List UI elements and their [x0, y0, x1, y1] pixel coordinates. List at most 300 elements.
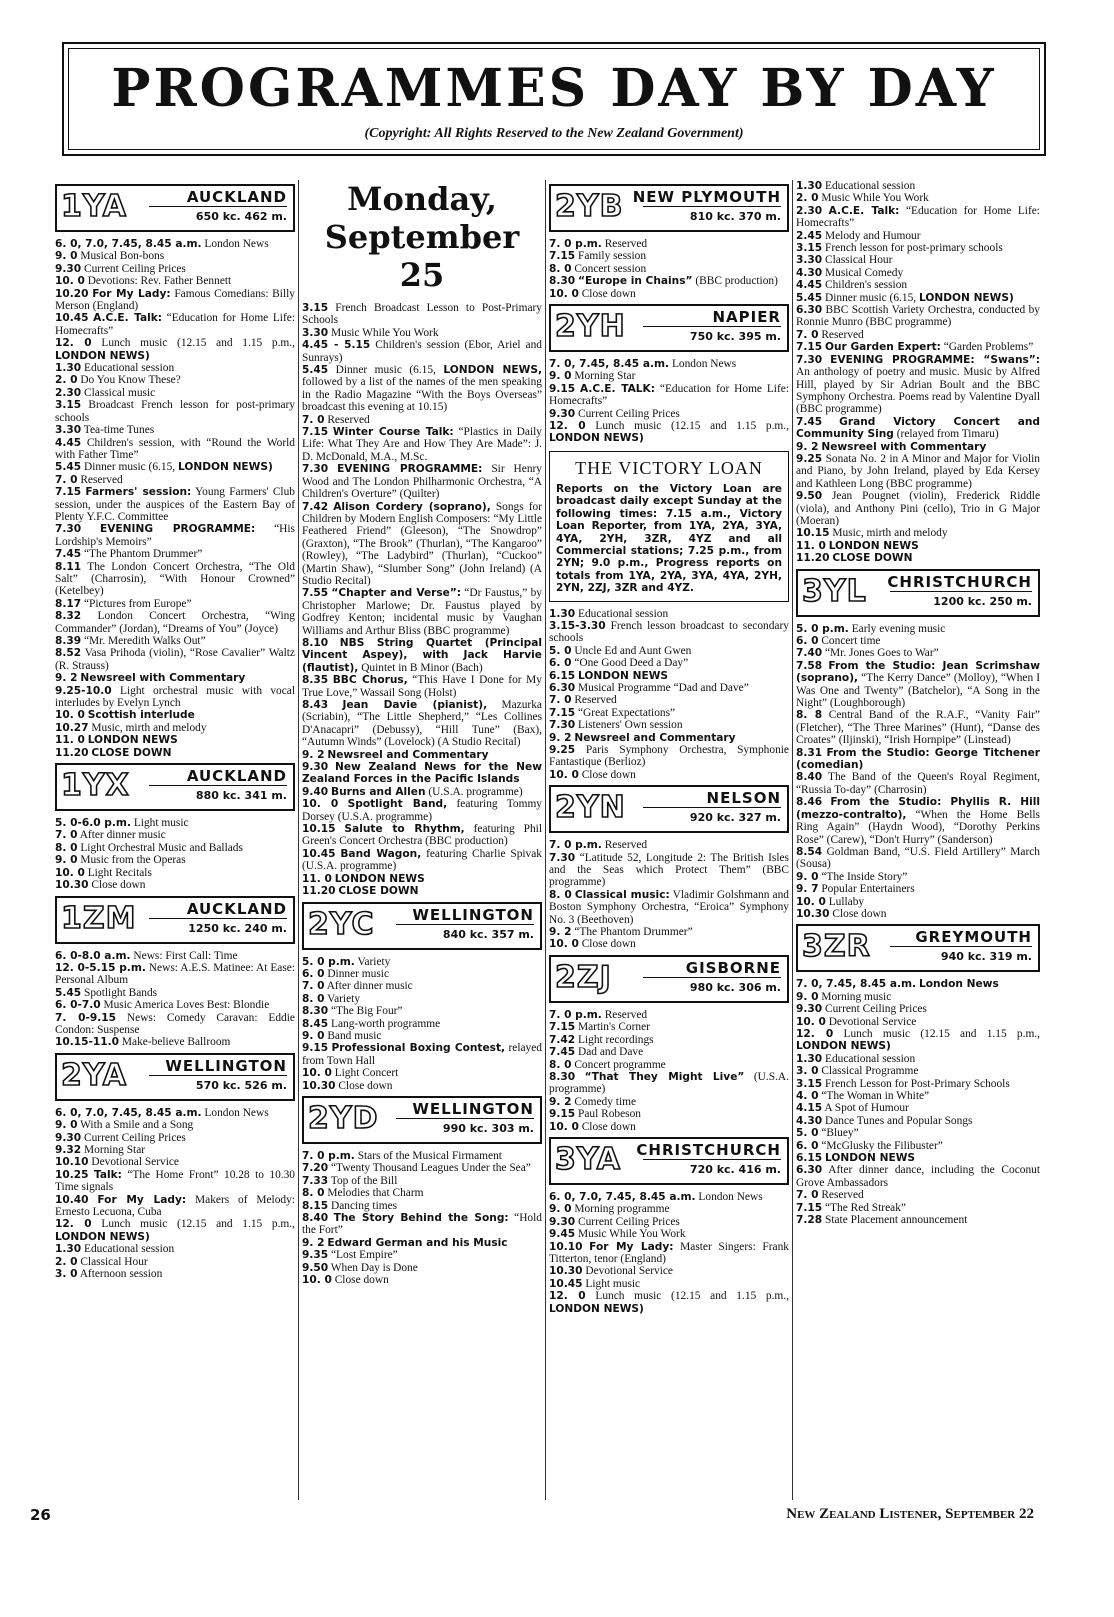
entry-text: Light orchestral music with vocal interludes by Evelyn Lynch [55, 684, 295, 710]
station-callsign: 2ZJ [555, 959, 612, 995]
entry-time: 5. 0 p.m. [796, 622, 849, 635]
entry-text: “Garden Problems” [943, 341, 1034, 354]
programme-entry [55, 337, 295, 362]
entry-time: 6.30 [549, 681, 576, 694]
station-frequency: 750 kc. 395 m. [689, 330, 781, 344]
entry-text: Goldman Band, “U.S. Field Artillery” March (Sousa) [796, 845, 1040, 871]
entry-time: 9.30 [796, 1003, 823, 1016]
entry-time: 6.15 [549, 669, 576, 682]
entry-time: 9. 0 [55, 854, 78, 867]
station-city: NELSON [706, 789, 781, 808]
entry-text: Current Ceiling Prices [84, 262, 186, 275]
entry-bold: From the Studio: Jean Scrimshaw (soprano), [796, 659, 1040, 685]
programme-entry [549, 732, 789, 744]
programme-entry [549, 657, 789, 669]
entry-time: 9. 0 [302, 1029, 325, 1042]
entry-text: “One Good Deed a Day” [574, 657, 689, 670]
entry-text: Mazurka (Scriabin), “The Little Shepherd,” “Les Collines D'Anacapri” (Debussy), “Hill Tune” (Bax), “Autumn Winds” (Lovelock) (A Studio Recital) [302, 699, 542, 749]
programme-entry [302, 1187, 542, 1199]
programme-entry [302, 968, 542, 980]
entry-bold: From the Studio: Phyllis R. Hill (mezzo-contralto), [796, 796, 1040, 821]
entry-text: Devotional Service [585, 1265, 673, 1278]
entry-time: 7.28 [796, 1214, 823, 1227]
programme-entry [796, 279, 1040, 291]
entry-text: “The Home Front” 10.28 to 10.30 Time signals [55, 1168, 295, 1194]
entry-text: Do You Know These? [80, 374, 181, 387]
entry-time: 7.15 [55, 486, 82, 499]
column-2 [302, 180, 542, 1286]
programme-entry [796, 871, 1040, 883]
entry-text: Uncle Ed and Aunt Gwen [574, 644, 692, 657]
entry-time: 9.30 [302, 761, 329, 774]
programme-entry [796, 1164, 1040, 1189]
entry-time: 9. 7 [796, 883, 819, 896]
entry-text: Reserved [80, 473, 123, 486]
programme-entry [302, 993, 542, 1005]
copyright-notice: (Copyright: All Rights Reserved to the New Zealand Government) [364, 126, 744, 141]
entry-time: 8.35 [302, 674, 329, 687]
programme-entry [302, 823, 542, 848]
entry-bold: Spotlight Band, [347, 798, 448, 811]
programme-entry [549, 238, 789, 250]
entry-time: 10. 0 [549, 768, 579, 781]
entry-time: 1.30 [796, 180, 823, 192]
entry-time: 7.15 [549, 250, 576, 263]
entry-text: Sonata No. 2 in A Minor and Major for Violin and Piano, by John Ireland, played by Eda Kersey and Kathleen Long (BBC programme) [796, 452, 1040, 490]
entry-time: 2. 0 [55, 374, 78, 387]
entry-text: Listeners' Own session [578, 719, 683, 732]
entry-time: 7. 0 p.m. [549, 238, 602, 250]
entry-time: 7.55 [302, 587, 329, 600]
programme-entry [302, 786, 542, 798]
entry-text: Lunch music (12.15 and 1.15 p.m., [595, 420, 789, 433]
entry-time: 9.25 [796, 452, 823, 465]
entry-time: 8. 0 [302, 1187, 325, 1200]
column-3 [549, 180, 789, 1315]
entry-time: 9.25 [549, 744, 576, 756]
entry-time: 10.45 [55, 312, 89, 325]
entry-text: French lesson for post-primary schools [825, 242, 1003, 255]
entry-time: 10. 0 [302, 1067, 332, 1080]
entry-text: Music While You Work [821, 192, 929, 205]
programme-entry [55, 362, 295, 374]
entry-bold: LONDON NEWS) [177, 461, 273, 474]
entry-time: 3.30 [55, 424, 82, 437]
entry-text: Music America Loves Best: Blondie [103, 999, 270, 1012]
programme-entry [796, 1152, 1040, 1164]
programme-entry [796, 747, 1040, 772]
entry-text: Children's session (Ebor, Ariel and Sunrays) [302, 339, 542, 364]
programme-entry [55, 312, 295, 337]
programme-entry [302, 302, 542, 327]
entry-time: 10. 0 [549, 938, 579, 951]
programme-entry [796, 991, 1040, 1003]
entry-text: A Spot of Humour [824, 1102, 909, 1115]
programme-entry [302, 414, 542, 426]
entry-time: 7.15 [796, 1201, 823, 1214]
entry-bold: A.C.E. Talk: [828, 204, 900, 217]
entry-time: 4.45 [796, 279, 823, 292]
entry-text: Musical Comedy [825, 266, 904, 279]
programme-entry [302, 1030, 542, 1042]
station-header [549, 304, 789, 352]
station-header [796, 569, 1040, 617]
entry-text: “Dr Faustus,” by Christopher Marlowe; Dr. Faustus played by Godfrey Kenton; incidental music by Vaughan Williams and Arthur Bliss (BBC programme) [302, 587, 542, 637]
programme-entry [796, 453, 1040, 490]
entry-bold: Classical music: [574, 888, 670, 901]
programme-entry [549, 707, 789, 719]
programme-entry [796, 709, 1040, 746]
entry-text: BBC Scottish Variety Orchestra, conducted by Ronnie Munro (BBC programme) [796, 304, 1040, 329]
entry-text: featuring Charlie Spivak (U.S.A. programme) [302, 847, 542, 873]
programme-entry [55, 1119, 295, 1131]
entry-text: Early evening music [851, 622, 946, 635]
entry-time: 10.40 [55, 1193, 89, 1206]
programme-entry [549, 926, 789, 938]
programme-entry [549, 694, 789, 706]
entry-time: 8.54 [796, 845, 823, 858]
entry-text: Family session [578, 250, 647, 263]
entry-text: Devotional Service [828, 1015, 917, 1028]
entry-bold: Burns and Allen [331, 785, 426, 798]
station-header [55, 763, 295, 811]
entry-time: 6. 0 [796, 635, 819, 647]
programme-entry [549, 1203, 789, 1215]
entry-text: Melody and Humour [825, 229, 921, 242]
programme-entry [796, 1003, 1040, 1015]
entry-text: featuring Phil Green's Concert Orchestra (BBC production) [302, 823, 542, 848]
programme-entry [796, 292, 1040, 304]
entry-text: Light Concert [334, 1067, 399, 1080]
column-1 [55, 180, 295, 1280]
programme-entry [549, 1046, 789, 1058]
station-frequency: 810 kc. 370 m. [689, 210, 781, 223]
entry-text: Lunch music (12.15 and 1.15 p.m., [843, 1027, 1041, 1040]
entry-text: Close down [832, 907, 887, 920]
entry-time: 10.15 [302, 823, 336, 836]
entry-time: 11. 0 [796, 539, 826, 552]
entry-text: Educational session [84, 362, 175, 375]
entry-time: 10.10 [55, 1156, 89, 1169]
programme-entry [302, 674, 542, 699]
entry-time: 7.42 [302, 500, 329, 513]
station-header [549, 1137, 789, 1185]
programme-entry [549, 1009, 789, 1021]
entry-text: Lunch music (12.15 and 1.15 p.m., [595, 1290, 789, 1303]
entry-text: Lunch music (12.15 and 1.15 p.m., [101, 1218, 295, 1231]
entry-text: Spotlight Bands [84, 986, 158, 999]
programme-entry [796, 329, 1040, 341]
programme-entry [549, 1265, 789, 1277]
programme-entry [549, 370, 789, 382]
entry-time: 6. 0-8.0 a.m. [55, 949, 131, 962]
programme-entry [302, 1150, 542, 1162]
entry-text: Reserved [821, 1189, 864, 1202]
entry-text: Educational session [825, 1052, 916, 1065]
entry-text: The London Concert Orchestra, “The Old Salt” (Charrosin), “With Honour Crowned” (Ketelbey) [55, 560, 295, 598]
programme-entry [55, 867, 295, 879]
programme-entry [302, 1067, 542, 1079]
programme-entry [55, 598, 295, 610]
programme-entry [549, 1108, 789, 1120]
programme-entry [302, 1080, 542, 1092]
programme-entry [796, 1140, 1040, 1152]
entry-time: 9.30 [55, 1131, 82, 1144]
entry-time: 7.45 [549, 1046, 576, 1059]
programme-entry [55, 561, 295, 598]
programme-entry [549, 420, 789, 445]
entry-time: 1.30 [549, 607, 576, 620]
entry-time: 7.40 [796, 647, 823, 660]
entry-time: 8.43 [302, 699, 329, 711]
station-header [549, 785, 789, 833]
station-city: AUCKLAND [186, 899, 287, 918]
programme-entry [796, 1053, 1040, 1065]
entry-text: Lullaby [828, 895, 865, 908]
programme-entry [796, 1090, 1040, 1102]
entry-time: 12. 0 [796, 1027, 834, 1040]
programme-entry [55, 962, 295, 987]
programme-entry [796, 635, 1040, 647]
programme-entry [796, 647, 1040, 659]
programme-entry [549, 1059, 789, 1071]
station-city: WELLINGTON [412, 905, 534, 924]
entry-time: 7. 0, 7.45, 8.45 a.m. [549, 358, 670, 371]
programme-entry [796, 552, 1040, 564]
entry-text: “Plastics in Daily Life: What They Are and How They Are Made”: J. D. McDonald, M.A., M.Sc. [302, 426, 542, 463]
programme-entry [549, 263, 789, 275]
publication-footer: New Zealand Listener, September 22 [786, 1506, 1034, 1522]
programme-entry [55, 486, 295, 523]
entry-time: 8.10 [302, 636, 329, 649]
entry-time: 3.30 [796, 254, 823, 267]
entry-bold: For My Lady: [589, 1240, 674, 1253]
station-rule [890, 591, 1032, 592]
entry-text: “The Inside Story” [821, 870, 908, 883]
programme-entry [55, 461, 295, 473]
programme-entry [302, 1175, 542, 1187]
station-frequency: 570 kc. 526 m. [195, 1078, 287, 1092]
victory-loan-box [549, 451, 789, 602]
entry-time: 9.15 [549, 1108, 576, 1121]
entry-text: Dad and Dave [578, 1046, 644, 1059]
entry-text: “Education for Home Life: Homecrafts” [55, 312, 295, 337]
station-callsign: 1YA [61, 189, 127, 224]
entry-text: Dinner music (6.15, [335, 364, 436, 377]
entry-time: 8. 0 [549, 262, 572, 275]
entry-time: 10.27 [55, 721, 89, 734]
entry-text: Musical Programme “Dad and Dave” [578, 681, 749, 694]
station-callsign: 1YX [61, 768, 130, 804]
entry-time: 10.25 [55, 1168, 89, 1181]
programme-entry [302, 1212, 542, 1237]
entry-bold: “Chapter and Verse”: [331, 587, 462, 600]
entry-time: 9.15 [302, 1042, 329, 1055]
entry-bold: A.C.E. TALK: [580, 382, 656, 395]
programme-entry [302, 364, 542, 414]
entry-time: 11. 0 [302, 872, 332, 885]
entry-text: Educational session [578, 607, 669, 620]
programme-entry [55, 999, 295, 1011]
entry-time: 9. 2 [302, 1236, 325, 1249]
entry-text: “Bluey” [821, 1127, 859, 1140]
entry-time: 4. 0 [796, 1090, 819, 1102]
programme-entry [302, 980, 542, 992]
programme-entry [549, 1191, 789, 1203]
programme-entry [796, 1078, 1040, 1090]
page-number: 26 [30, 1506, 51, 1524]
entry-time: 9. 2 [55, 672, 78, 685]
programme-entry [796, 1028, 1040, 1053]
masthead [62, 42, 1046, 156]
entry-text: Current Ceiling Prices [578, 407, 680, 420]
station-city: GISBORNE [685, 958, 781, 977]
entry-time: 8. 0 [549, 888, 572, 901]
entry-text: Paris Symphony Orchestra, Symphonie Fantastique (Berlioz) [549, 744, 789, 769]
entry-text: Comedy time [574, 1095, 637, 1108]
entry-text: “Lost Empire” [331, 1249, 398, 1262]
programme-entry [796, 1115, 1040, 1127]
entry-time: 9. 2 [796, 440, 819, 453]
entry-time: 7. 0 [55, 473, 78, 486]
programme-entry [549, 719, 789, 731]
programme-entry [796, 896, 1040, 908]
entry-text: “The Big Four” [331, 1005, 403, 1018]
entry-text: An anthology of poetry and music. Music by Alfred Hill, played by Sir Adrian Boult and the BBC Symphony Orchestra. Poems read by Valentine Dyall (BBC programme) [796, 366, 1040, 416]
entry-time: 7.58 [796, 659, 823, 672]
entry-time: 7.30 [796, 353, 823, 366]
entry-time: 12. 0 [549, 1290, 586, 1303]
entry-time: 7.15 [549, 706, 576, 719]
station-rule [149, 918, 287, 919]
entry-text: “Pictures from Europe” [84, 597, 192, 610]
entry-text: Music, mirth and melody [832, 527, 948, 540]
programme-entry [796, 180, 1040, 192]
entry-time: 8.30 [549, 1070, 576, 1083]
entry-time: 9.32 [55, 1143, 82, 1156]
programme-entry [55, 1256, 295, 1268]
entry-time: 8.45 [302, 1017, 329, 1030]
programme-entry [796, 846, 1040, 871]
programme-entry [549, 275, 789, 287]
entry-text: Concert time [821, 635, 881, 647]
entry-bold: LONDON NEWS) [55, 349, 150, 362]
entry-bold: Winter Course Talk: [332, 426, 454, 439]
entry-time: 11. 0 [55, 734, 85, 747]
entry-time: 5.45 [55, 461, 82, 474]
entry-text: Band music [327, 1029, 382, 1042]
entry-text: French Lesson for Post-Primary Schools [825, 1077, 1010, 1090]
entry-text: “Hold the Fort” [302, 1212, 542, 1237]
entry-bold: Scottish interlude [87, 709, 195, 722]
entry-time: 11.20 [796, 552, 830, 565]
entry-text: Educational session [825, 180, 916, 192]
programme-entry [549, 769, 789, 781]
entry-bold: CLOSE DOWN [91, 746, 172, 759]
programme-entry [55, 275, 295, 287]
entry-bold: Salute to Rhythm, [344, 823, 465, 836]
entry-time: 7.33 [302, 1174, 329, 1187]
programme-entry [302, 1018, 542, 1030]
entry-bold: For My Lady: [97, 1193, 187, 1206]
entry-time: 10. 0 [302, 1274, 332, 1287]
entry-text: Close down [581, 287, 636, 300]
entry-text: Broadcast French lesson for post-primary schools [55, 399, 295, 424]
entry-time: 9. 0 [549, 1203, 572, 1216]
entry-text: Quintet in B Minor (Bach) [361, 661, 483, 674]
programme-entry [55, 474, 295, 486]
entry-time: 10. 0 [55, 866, 85, 879]
programme-entry [549, 1290, 789, 1315]
programme-entry [55, 842, 295, 854]
entry-text: (U.S.A. programme) [549, 1070, 789, 1096]
entry-bold: LONDON NEWS, [443, 364, 542, 377]
programme-entry [796, 908, 1040, 920]
station-rule [149, 1075, 287, 1076]
entry-text: Morning music [821, 990, 892, 1003]
entry-bold: Alison Cordery (soprano), [333, 500, 491, 513]
entry-time: 5.45 [796, 291, 823, 304]
entry-text: Top of the Bill [330, 1174, 398, 1187]
entry-text: Classical Programme [821, 1065, 919, 1078]
entry-text: French lesson broadcast to secondary schools [549, 619, 789, 645]
entry-time: 8.30 [549, 275, 576, 288]
entry-time: 9. 0 [549, 370, 572, 383]
programme-entry [55, 1218, 295, 1243]
programme-entry [302, 1042, 542, 1067]
entry-text: After dinner dance, including the Coconut Grove Ambassadors [796, 1164, 1040, 1189]
programme-entry [549, 1034, 789, 1046]
programme-entry [55, 672, 295, 684]
entry-time: 3.15 [796, 1077, 823, 1090]
programme-entry [549, 889, 789, 926]
entry-time: 8.40 [302, 1212, 329, 1224]
entry-time: 7.42 [549, 1033, 576, 1046]
entry-time: 10. 0 [549, 1120, 579, 1133]
programme-entry [549, 608, 789, 620]
station-header [55, 896, 295, 944]
entry-text: Jean Pougnet (violin), Frederick Riddle (viola), and Anthony Pini (cello), Trio in G Major (Moeran) [796, 490, 1040, 527]
entry-text: “The Phantom Drummer” [574, 926, 693, 939]
programme-entry [302, 339, 542, 364]
entry-text: Paul Robeson [578, 1108, 641, 1121]
programme-entry [55, 437, 295, 462]
programme-entry [549, 1071, 789, 1096]
entry-time: 6.30 [796, 304, 823, 317]
entry-time: 8. 0 [302, 992, 325, 1005]
programme-entry [549, 1021, 789, 1033]
station-city: AUCKLAND [186, 188, 287, 206]
entry-time: 5.45 [302, 364, 329, 377]
entry-time: 10.30 [549, 1265, 583, 1278]
programme-entry [796, 1202, 1040, 1214]
entry-text: Children's session [825, 279, 908, 292]
entry-time: 10.45 [302, 847, 336, 860]
entry-time: 5. 0 p.m. [302, 955, 355, 968]
programme-entry [549, 682, 789, 694]
entry-time: 10.30 [302, 1079, 336, 1092]
box-body: Reports on the Victory Loan are broadcast daily except Sunday at the following times: 7.15 a.m., Victory Loan Reporter, from 1YA, 2YA, 3YA, 4YA, 2YH, 3ZR, 4YZ and all Commercial stations; 7.25 p.m., from 2YN; 9.0 p.m., Progress reports on totals from 1YA, 2YA, 3YA, 4YA, 2YH, 2YN, 2ZJ, 3ZR and 4YZ. [556, 482, 782, 595]
station-frequency: 990 kc. 303 m. [442, 1121, 534, 1135]
entry-time: 7. 0 p.m. [302, 1149, 355, 1162]
entry-time: 11.20 [55, 746, 89, 759]
entry-time: 2.30 [796, 204, 823, 217]
station-city: CHRISTCHURCH [636, 1140, 781, 1159]
entry-time: 9.50 [302, 1261, 329, 1274]
entry-text: Close down [91, 879, 146, 892]
day-title: Monday, September 25 [324, 180, 520, 294]
programme-entry [796, 354, 1040, 416]
